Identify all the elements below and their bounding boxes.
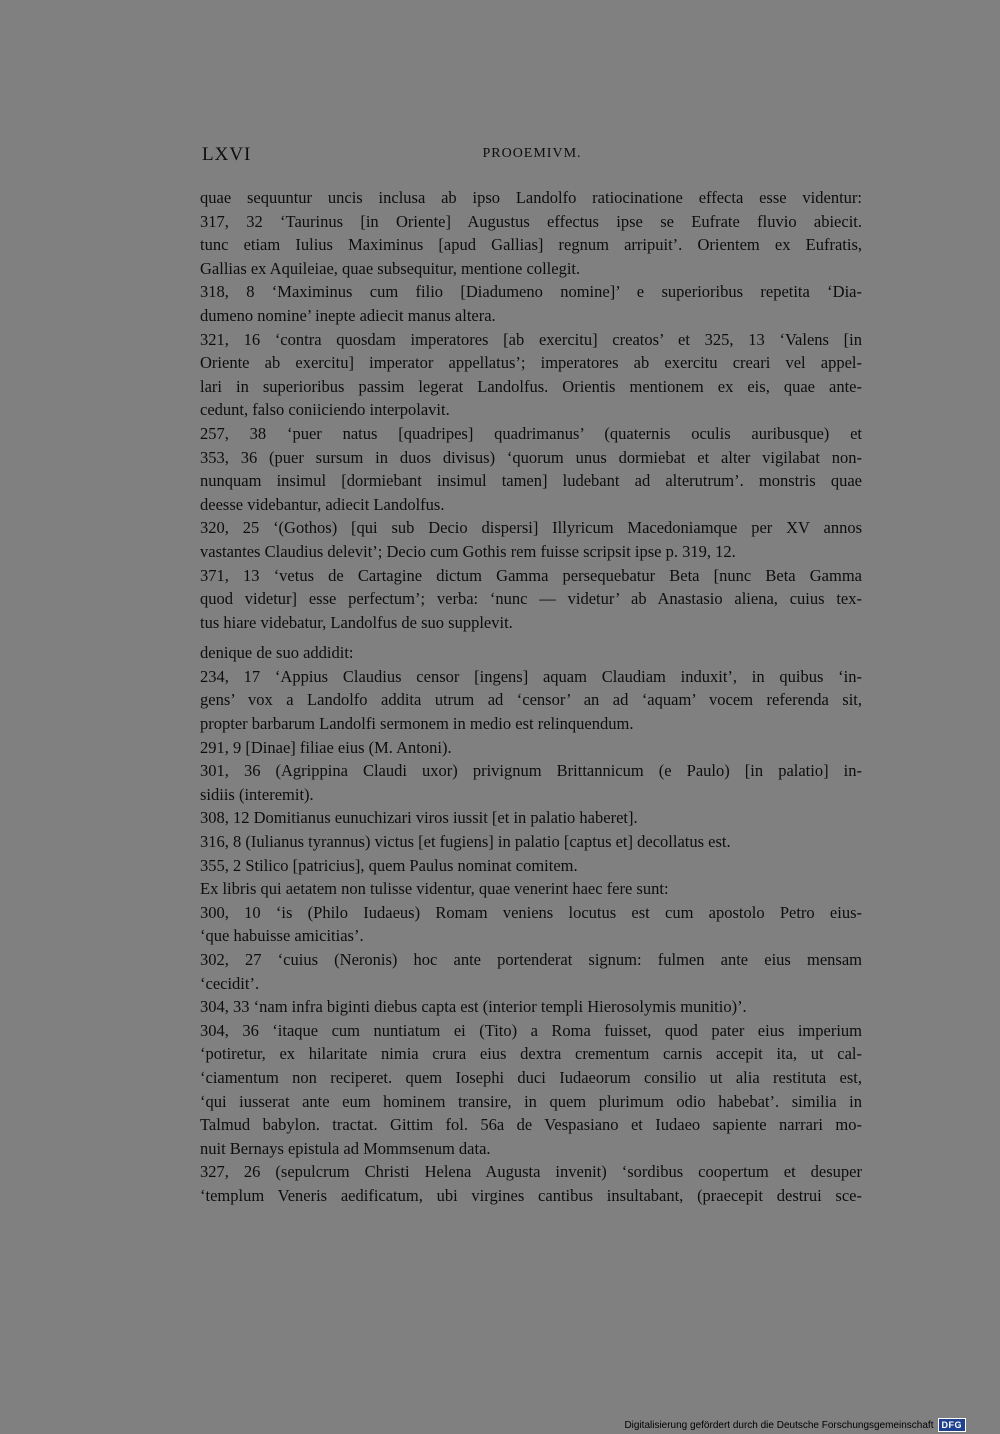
text-line: 302, 27 ‘cuius (Neronis) hoc ante portenderat signum: fulmen ante eius mensam — [200, 950, 862, 969]
text-line: 321, 16 ‘contra quosdam imperatores [ab exercitu] creatos’ et 325, 13 ‘Valens [in — [200, 329, 862, 349]
dfg-logo: DFG — [938, 1418, 967, 1432]
text-line: 234, 17 ‘Appius Claudius censor [ingens] aquam Claudiam induxit’, in quibus ‘in- — [200, 666, 862, 686]
text-line: 257, 38 ‘puer natus [quadripes] quadrimanus’ (quaternis oculis auribusque) et — [200, 423, 862, 443]
text-line: vastantes Claudius delevit’; Decio cum Gothis rem fuisse scripsit ipse p. 319, 12. — [200, 541, 736, 561]
footer-credit — [624, 1418, 966, 1432]
text-line: 327, 26 (sepulcrum Christi Helena Augusta invenit) ‘sordibus coopertum et desuper — [200, 1162, 862, 1182]
text-line: deesse videbantur, adiecit Landolfus. — [200, 494, 445, 514]
text-line: dumeno nomine’ inepte adiecit manus altera. — [200, 305, 496, 325]
text-line: 320, 25 ‘(Gothos) [qui sub Decio dispersi] Illyricum Macedoniamque per XV annos — [200, 518, 862, 538]
text-line: tus hiare videbatur, Landolfus de suo supplevit. — [200, 612, 513, 632]
page-number: LXVI — [202, 144, 252, 165]
text-line: tunc etiam Iulius Maximinus [apud Gallias] regnum arripuit’. Orientem ex Eufratis, — [200, 235, 862, 255]
text-line: Ex libris qui aetatem non tulisse videntur, quae venerint haec fere sunt: — [200, 879, 669, 899]
text-line: quae sequuntur uncis inclusa ab ipso Landolfo ratiocinatione effecta esse videntur: — [200, 188, 862, 207]
text-line: lari in superioribus passim legerat Landolfus. Orientis mentionem ex eis, quae ante- — [200, 376, 862, 396]
text-line: sidiis (interemit). — [200, 784, 314, 804]
page-header — [202, 144, 862, 168]
text-line: Oriente ab exercitu] imperator appellatus’; imperatores ab exercitu creari vel appel- — [200, 353, 862, 373]
text-line: ‘potiretur, ex hilaritate nimia crura eius dextra crementum carnis accepit ita, ut cal- — [200, 1044, 862, 1064]
text-line: ‘cecidit’. — [200, 973, 260, 993]
body-text — [200, 186, 862, 1208]
text-line: 371, 13 ‘vetus de Cartagine dictum Gamma persequebatur Beta [nunc Beta Gamma — [200, 565, 862, 585]
text-line: 291, 9 [Dinae] filiae eius (M. Antoni). — [200, 737, 452, 757]
text-line: gens’ vox a Landolfo addita utrum ad ‘censor’ an ad ‘aquam’ vocem referenda sit, — [200, 690, 862, 710]
funding-credit-text: Digitalisierung gefördert durch die Deutsche Forschungsgemeinschaft — [624, 1419, 934, 1431]
text-line: 355, 2 Stilico [patricius], quem Paulus nominat comitem. — [200, 855, 578, 875]
text-line: 317, 32 ‘Taurinus [in Oriente] Augustus effectus ipse se Eufrate fluvio abiecit. — [200, 211, 862, 231]
text-line: nuit Bernays epistula ad Mommsenum data. — [200, 1138, 491, 1158]
text-line: ‘templum Veneris aedificatum, ubi virgines cantibus insultabant, (praecepit destrui sce- — [200, 1185, 862, 1205]
text-line: Gallias ex Aquileiae, quae subsequitur, mentione collegit. — [200, 258, 581, 278]
text-line: 316, 8 (Iulianus tyrannus) victus [et fugiens] in palatio [captus et] decollatus est. — [200, 832, 731, 852]
text-line: 300, 10 ‘is (Philo Iudaeus) Romam veniens locutus est cum apostolo Petro eius- — [200, 902, 862, 922]
text-line: 353, 36 (puer sursum in duos divisus) ‘quorum unus dormiebat et alter vigilabat non- — [200, 447, 862, 467]
paragraph-gap — [200, 634, 862, 641]
text-line: propter barbarum Landolfi sermonem in medio est relinquendum. — [200, 714, 634, 734]
text-line: ‘qui iusserat ante eum hominem transire, in quem plurimum odio habebat’. similia in — [200, 1091, 862, 1111]
text-line: quod videtur] esse perfectum’; verba: ‘nunc — videtur’ ab Anastasio aliena, cuius tex- — [200, 589, 862, 609]
text-line: 308, 12 Domitianus eunuchizari viros iussit [et in palatio haberet]. — [200, 808, 638, 828]
text-line: denique de suo addidit: — [200, 643, 354, 663]
text-line: 304, 36 ‘itaque cum nuntiatum ei (Tito) a Roma fuisset, quod pater eius imperium — [200, 1020, 862, 1040]
text-line: ‘ciamentum non reciperet. quem Iosephi duci Iudaeorum consilio ut alia restituta est, — [200, 1067, 862, 1087]
text-line: Talmud babylon. tractat. Gittim fol. 56a de Vespasiano et Iudaeo sapiente narrari mo- — [200, 1115, 862, 1135]
text-line: 304, 33 ‘nam infra biginti diebus capta est (interior templi Hierosolymis munitio)’. — [200, 997, 747, 1017]
text-line: 318, 8 ‘Maximinus cum filio [Diadumeno nomine]’ e superioribus repetita ‘Dia- — [200, 282, 862, 302]
text-line: cedunt, falso coniiciendo interpolavit. — [200, 400, 450, 420]
text-line: nunquam insimul [dormiebant insimul tamen] ludebant ad alterutrum’. monstris quae — [200, 471, 862, 491]
running-title: PROOEMIVM. — [482, 146, 582, 161]
text-line: 301, 36 (Agrippina Claudi uxor) privignum Brittannicum (e Paulo) [in palatio] in- — [200, 761, 862, 781]
text-line: ‘que habuisse amicitias’. — [200, 926, 364, 946]
